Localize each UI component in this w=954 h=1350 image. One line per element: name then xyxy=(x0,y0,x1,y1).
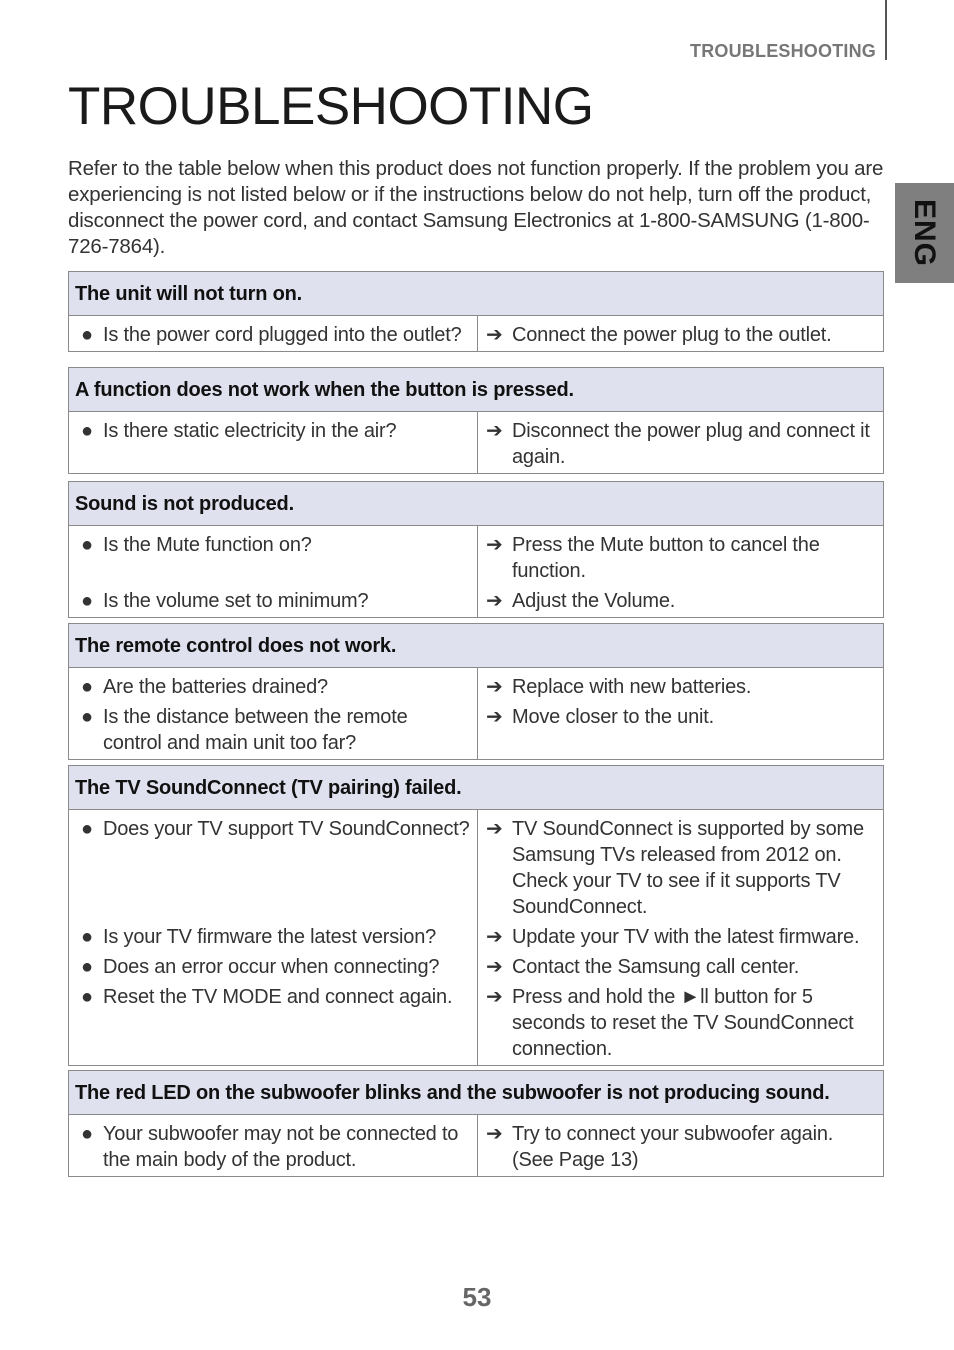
troubleshooting-section xyxy=(68,765,884,1066)
solution-item xyxy=(484,418,875,470)
check-text: Does your TV support TV SoundConnect? xyxy=(103,818,470,840)
section-heading: Sound is not produced. xyxy=(69,482,883,526)
section-heading: The TV SoundConnect (TV pairing) failed. xyxy=(69,766,883,810)
bullet-marker: ● xyxy=(81,534,93,556)
check-text: Does an error occur when connecting? xyxy=(103,956,440,978)
check-text: Your subwoofer may not be connected to the main body of the product. xyxy=(103,1123,459,1171)
bullet-marker: ● xyxy=(81,706,93,728)
check-text: Is your TV firmware the latest version? xyxy=(103,926,437,948)
section-heading: The unit will not turn on. xyxy=(69,272,883,316)
section-row xyxy=(69,316,883,351)
running-header: TROUBLESHOOTING xyxy=(690,41,876,61)
section-row xyxy=(69,526,883,617)
arrow-icon: ➔ xyxy=(486,986,503,1008)
bullet-marker: ● xyxy=(81,590,93,612)
language-tab xyxy=(895,183,954,283)
solution-column xyxy=(478,316,883,351)
solution-column xyxy=(478,412,883,473)
section-row xyxy=(69,412,883,473)
check-column xyxy=(69,810,478,1065)
arrow-icon: ➔ xyxy=(486,706,503,728)
bullet-marker: ● xyxy=(81,986,93,1008)
solution-column xyxy=(478,526,883,617)
arrow-icon: ➔ xyxy=(486,956,503,978)
check-item xyxy=(75,418,471,444)
check-item xyxy=(75,322,471,348)
section-row xyxy=(69,810,883,1065)
solution-item xyxy=(484,816,875,920)
arrow-icon: ➔ xyxy=(486,534,503,556)
solution-item xyxy=(484,1121,875,1173)
check-text: Is the volume set to minimum? xyxy=(103,590,369,612)
bullet-marker: ● xyxy=(81,1123,93,1145)
check-column xyxy=(69,316,478,351)
solution-item xyxy=(484,322,875,348)
solution-item xyxy=(484,588,875,614)
solution-column xyxy=(478,668,883,759)
arrow-icon: ➔ xyxy=(486,676,503,698)
bullet-marker: ● xyxy=(81,324,93,346)
bullet-marker: ● xyxy=(81,956,93,978)
check-item xyxy=(75,954,471,980)
solution-item xyxy=(484,984,875,1062)
solution-text: Update your TV with the latest firmware. xyxy=(512,926,860,948)
arrow-icon: ➔ xyxy=(486,818,503,840)
solution-text: Contact the Samsung call center. xyxy=(512,956,800,978)
solution-item xyxy=(484,704,875,730)
check-item xyxy=(75,674,471,700)
solution-column xyxy=(478,810,883,1065)
check-column xyxy=(69,526,478,617)
page-title: TROUBLESHOOTING xyxy=(68,77,594,136)
solution-text: TV SoundConnect is supported by some Samsung TVs released from 2012 on. Check your TV to see if it supports TV SoundConnect. xyxy=(512,818,864,918)
bullet-marker: ● xyxy=(81,420,93,442)
solution-text: Try to connect your subwoofer again. (See Page 13) xyxy=(512,1123,834,1171)
solution-text: Move closer to the unit. xyxy=(512,706,714,728)
bullet-marker: ● xyxy=(81,818,93,840)
solution-text: Disconnect the power plug and connect it again. xyxy=(512,420,870,468)
troubleshooting-section xyxy=(68,367,884,474)
solution-text: Adjust the Volume. xyxy=(512,590,676,612)
bullet-marker: ● xyxy=(81,926,93,948)
check-item xyxy=(75,532,471,584)
check-text: Is the power cord plugged into the outlet? xyxy=(103,324,462,346)
check-item xyxy=(75,1121,471,1173)
section-heading: The red LED on the subwoofer blinks and the subwoofer is not producing sound. xyxy=(69,1071,883,1115)
arrow-icon: ➔ xyxy=(486,324,503,346)
check-item xyxy=(75,924,471,950)
section-heading: A function does not work when the button is pressed. xyxy=(69,368,883,412)
check-text: Reset the TV MODE and connect again. xyxy=(103,986,453,1008)
solution-item xyxy=(484,674,875,700)
check-column xyxy=(69,668,478,759)
check-column xyxy=(69,412,478,473)
check-text: Is there static electricity in the air? xyxy=(103,420,397,442)
page-number: 53 xyxy=(462,1282,492,1312)
language-tab-label: ENG xyxy=(908,198,941,268)
solution-item xyxy=(484,924,875,950)
solution-text: Replace with new batteries. xyxy=(512,676,752,698)
check-text: Is the Mute function on? xyxy=(103,534,312,556)
solution-text: Connect the power plug to the outlet. xyxy=(512,324,832,346)
arrow-icon: ➔ xyxy=(486,590,503,612)
intro-paragraph: Refer to the table below when this product does not function properly. If the problem you are experiencing is not listed below or if the instructions below do not help, turn off the product, disconnect the power cord, and contact Samsung Electronics at 1-800-SAMSUNG (1-800-726-7864). xyxy=(68,157,884,258)
check-text: Are the batteries drained? xyxy=(103,676,328,698)
arrow-icon: ➔ xyxy=(486,926,503,948)
check-item xyxy=(75,704,471,756)
troubleshooting-section xyxy=(68,271,884,352)
solution-text: Press and hold the ►ll button for 5 seconds to reset the TV SoundConnect connection. xyxy=(512,986,854,1060)
check-item xyxy=(75,588,471,614)
troubleshooting-section xyxy=(68,1070,884,1177)
troubleshooting-section xyxy=(68,481,884,618)
header-rule xyxy=(885,0,887,60)
check-column xyxy=(69,1115,478,1176)
solution-item xyxy=(484,532,875,584)
arrow-icon: ➔ xyxy=(486,420,503,442)
bullet-marker: ● xyxy=(81,676,93,698)
arrow-icon: ➔ xyxy=(486,1123,503,1145)
section-heading: The remote control does not work. xyxy=(69,624,883,668)
section-row xyxy=(69,668,883,759)
check-item xyxy=(75,984,471,1010)
solution-item xyxy=(484,954,875,980)
solution-column xyxy=(478,1115,883,1176)
section-row xyxy=(69,1115,883,1176)
solution-text: Press the Mute button to cancel the function. xyxy=(512,534,820,582)
check-text: Is the distance between the remote control and main unit too far? xyxy=(103,706,408,754)
check-item xyxy=(75,816,471,920)
troubleshooting-section xyxy=(68,623,884,760)
